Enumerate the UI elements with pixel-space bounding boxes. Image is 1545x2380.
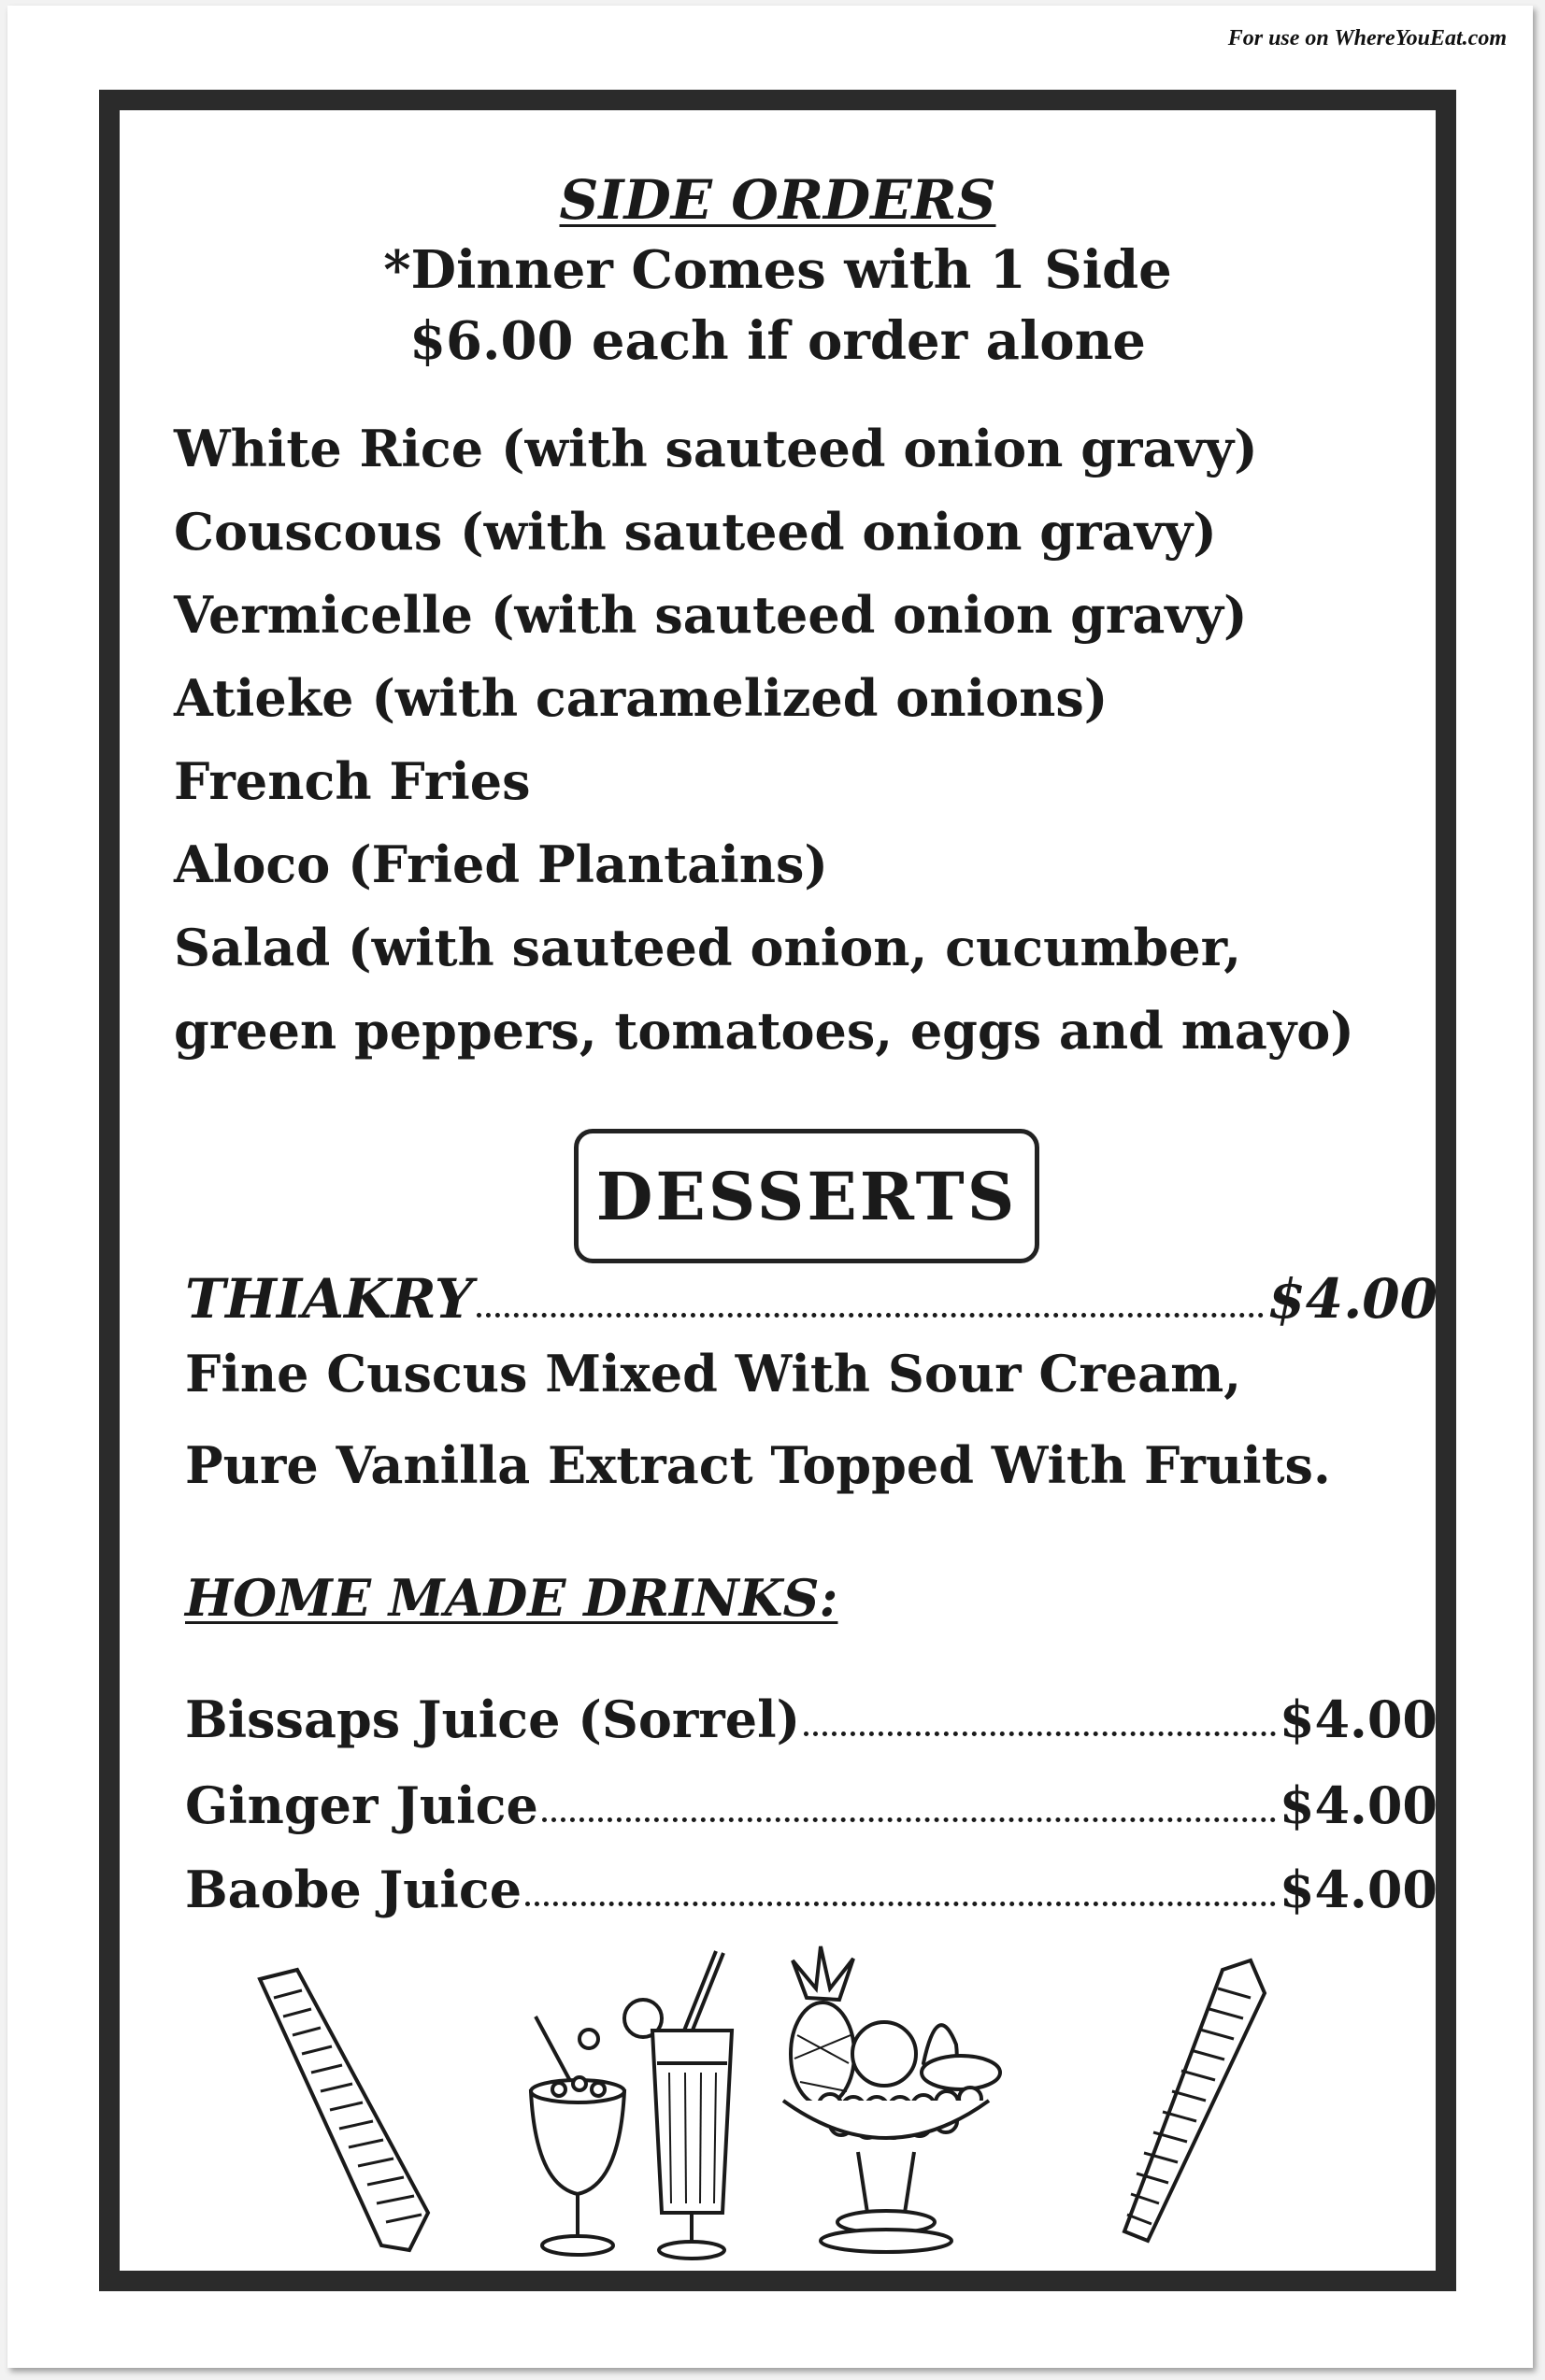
list-item: Salad (with sauteed onion, cucumber, [174,918,1241,977]
drink-row [185,1860,1438,1919]
desserts-heading-box [574,1129,1039,1263]
dessert-item-price: $4.00 [1267,1267,1438,1331]
dot-leader [804,1732,1276,1736]
dot-leader [477,1313,1264,1318]
tall-drink-glass-icon [624,1951,732,2259]
list-item: green peppers, tomatoes, eggs and mayo) [174,1001,1354,1061]
list-item: Couscous (with sauteed onion gravy) [174,502,1217,562]
menu-frame [99,90,1456,2291]
illustration [120,1942,1436,2287]
dessert-description-line: Fine Cuscus Mixed With Sour Cream, [185,1344,1242,1404]
side-orders-note: *Dinner Comes with 1 Side [383,239,1172,301]
drink-name: Ginger Juice [185,1775,538,1835]
dot-leader [542,1817,1276,1822]
side-orders-title: SIDE ORDERS [559,168,996,232]
drink-row [185,1689,1438,1749]
dessert-item-row [185,1267,1438,1331]
drink-name: Baobe Juice [185,1860,522,1919]
napkin-roll-icon [260,1970,428,2250]
desserts-title: DESSERTS [595,1157,1018,1235]
dot-leader [525,1902,1276,1906]
dessert-item-name: THIAKRY [185,1267,474,1331]
list-item: Vermicelle (with sauteed onion gravy) [174,585,1248,645]
cocktail-glass-icon [531,2017,624,2255]
list-item: Atieke (with caramelized onions) [174,668,1109,728]
menu-page [7,6,1533,2368]
list-item: French Fries [174,751,531,811]
dessert-description-line: Pure Vanilla Extract Topped With Fruits. [185,1435,1331,1495]
side-orders-price-note: $6.00 each if order alone [409,310,1146,372]
napkin-roll-icon [1124,1960,1265,2241]
drink-price: $4.00 [1279,1775,1438,1835]
list-item: Aloco (Fried Plantains) [174,834,828,894]
drink-name: Bissaps Juice (Sorrel) [185,1689,801,1749]
list-item: White Rice (with sauteed onion gravy) [174,419,1258,478]
drink-row [185,1775,1438,1835]
watermark: For use on WhereYouEat.com [1227,26,1507,50]
drink-price: $4.00 [1279,1689,1438,1749]
fruit-bowl-icon [783,1946,1000,2252]
drinks-title: HOME MADE DRINKS: [185,1568,838,1628]
drink-price: $4.00 [1279,1860,1438,1919]
side-orders-list [174,407,1354,1073]
